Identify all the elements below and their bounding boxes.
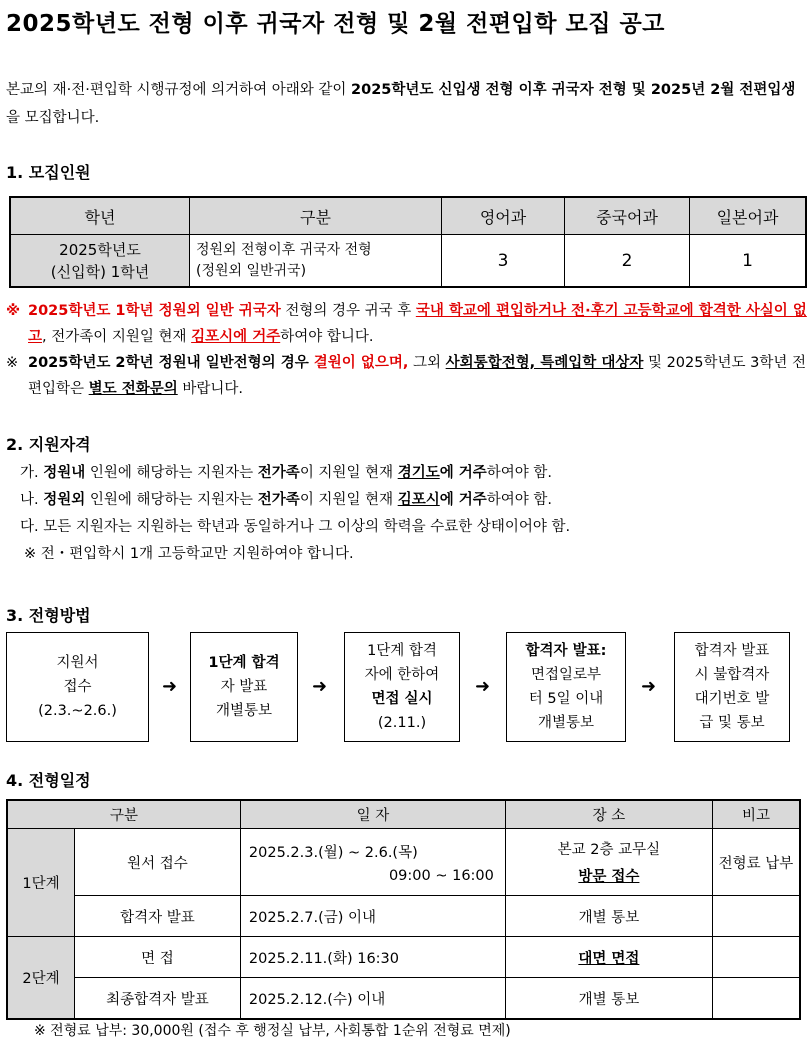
schedule-date-apply: 2025.2.3.(월) ~ 2.6.(목) 09:00 ~ 16:00 [240, 829, 505, 896]
recruit-header-english: 영어과 [442, 197, 565, 235]
schedule-stage-1: 1단계 [7, 829, 75, 937]
schedule-note-first-result [712, 896, 800, 937]
schedule-note-apply: 전형료 납부 [712, 829, 800, 896]
schedule-note-interview [712, 937, 800, 978]
arrow-right-icon: ➜ [475, 676, 491, 697]
schedule-header-note: 비고 [712, 800, 800, 829]
section-heading-recruit: 1. 모집인원 [6, 163, 91, 182]
recruit-note-1: ※ 2025학년도 1학년 정원외 일반 귀국자 전형의 경우 귀국 후 국내 학교에 편입하거나 전·후기 고등학교에 합격한 사실이 없고, 전가족이 지원일 현재 김포시에 거주하여야 합니다. [6, 303, 807, 345]
arrow-right-icon: ➜ [162, 676, 178, 697]
schedule-header-place: 장 소 [505, 800, 712, 829]
section-heading-schedule: 4. 전형일정 [6, 771, 91, 790]
qualification-note: ※ 전・편입학시 1개 고등학교만 지원하여야 합니다. [24, 546, 354, 562]
selection-flow [0, 632, 809, 744]
flow-step-waitlist: 합격자 발표 시 불합격자 대기번호 발 급 및 통보 [674, 632, 790, 742]
flow-step-apply: 지원서 접수 (2.3.~2.6.) [6, 632, 149, 742]
recruit-grade-cell: 2025학년도 (신입학) 1학년 [10, 235, 190, 288]
page-title: 2025학년도 전형 이후 귀국자 전형 및 2월 전편입학 모집 공고 [6, 11, 665, 37]
schedule-place-final-result: 개별 통보 [505, 978, 712, 1020]
schedule-place-first-result: 개별 통보 [505, 896, 712, 937]
schedule-date-interview: 2025.2.11.(화) 16:30 [240, 937, 505, 978]
schedule-date-final-result: 2025.2.12.(수) 이내 [240, 978, 505, 1020]
schedule-item-interview: 면 접 [75, 937, 241, 978]
recruit-chinese-count: 2 [565, 235, 690, 288]
schedule-stage-2: 2단계 [7, 937, 75, 1020]
recruit-notes [6, 298, 808, 402]
qualification-list [20, 460, 570, 568]
arrow-right-icon: ➜ [641, 676, 657, 697]
flow-step-interview: 1단계 합격 자에 한하여 면접 실시 (2.11.) [344, 632, 460, 742]
fee-note: ※ 전형료 납부: 30,000원 (접수 후 행정실 납부, 사회통합 1순위 전형료 면제) [34, 1023, 511, 1039]
recruit-note-2: ※ 2025학년도 2학년 정원내 일반전형의 경우 결원이 없으며, 그외 사회통합전형, 특례입학 대상자 및 2025학년도 3학년 전편입학은 별도 전화문의 바랍니다. [6, 355, 806, 397]
qualification-item-da: 다. 모든 지원자는 지원하는 학년과 동일하거나 그 이상의 학력을 수료한 상태이어야 함. [20, 519, 571, 535]
section-heading-qualification: 2. 지원자격 [6, 435, 91, 454]
qualification-item-ga: 가. 정원내 인원에 해당하는 지원자는 전가족이 지원일 현재 경기도에 거주하여야 함. [20, 465, 553, 481]
qualification-item-na: 나. 정원외 인원에 해당하는 지원자는 전가족이 지원일 현재 김포시에 거주하여야 함. [20, 492, 553, 508]
schedule-place-interview: 대면 면접 [505, 937, 712, 978]
recruit-header-japanese: 일본어과 [690, 197, 807, 235]
schedule-item-apply: 원서 접수 [75, 829, 241, 896]
flow-step-final-result: 합격자 발표: 면접일로부 터 5일 이내 개별통보 [506, 632, 626, 742]
schedule-table [6, 799, 801, 1020]
recruit-english-count: 3 [442, 235, 565, 288]
recruit-type-cell: 정원외 전형이후 귀국자 전형 (정원외 일반귀국) [190, 235, 442, 288]
schedule-note-final-result [712, 978, 800, 1020]
section-heading-method: 3. 전형방법 [6, 606, 91, 625]
recruit-header-grade: 학년 [10, 197, 190, 235]
schedule-item-first-result: 합격자 발표 [75, 896, 241, 937]
schedule-item-final-result: 최종합격자 발표 [75, 978, 241, 1020]
intro-paragraph: 본교의 재·전·편입학 시행규정에 의거하여 아래와 같이 2025학년도 신입생 전형 이후 귀국자 전형 및 2025년 2월 전편입생을 모집합니다. [6, 82, 796, 126]
schedule-date-first-result: 2025.2.7.(금) 이내 [240, 896, 505, 937]
recruit-header-chinese: 중국어과 [565, 197, 690, 235]
schedule-header-category: 구분 [7, 800, 240, 829]
flow-step-first-result: 1단계 합격 자 발표 개별통보 [190, 632, 298, 742]
recruit-header-type: 구분 [190, 197, 442, 235]
arrow-right-icon: ➜ [312, 676, 328, 697]
schedule-header-date: 일 자 [240, 800, 505, 829]
recruit-japanese-count: 1 [690, 235, 807, 288]
schedule-place-apply: 본교 2층 교무실 방문 접수 [505, 829, 712, 896]
recruit-table [9, 196, 807, 288]
